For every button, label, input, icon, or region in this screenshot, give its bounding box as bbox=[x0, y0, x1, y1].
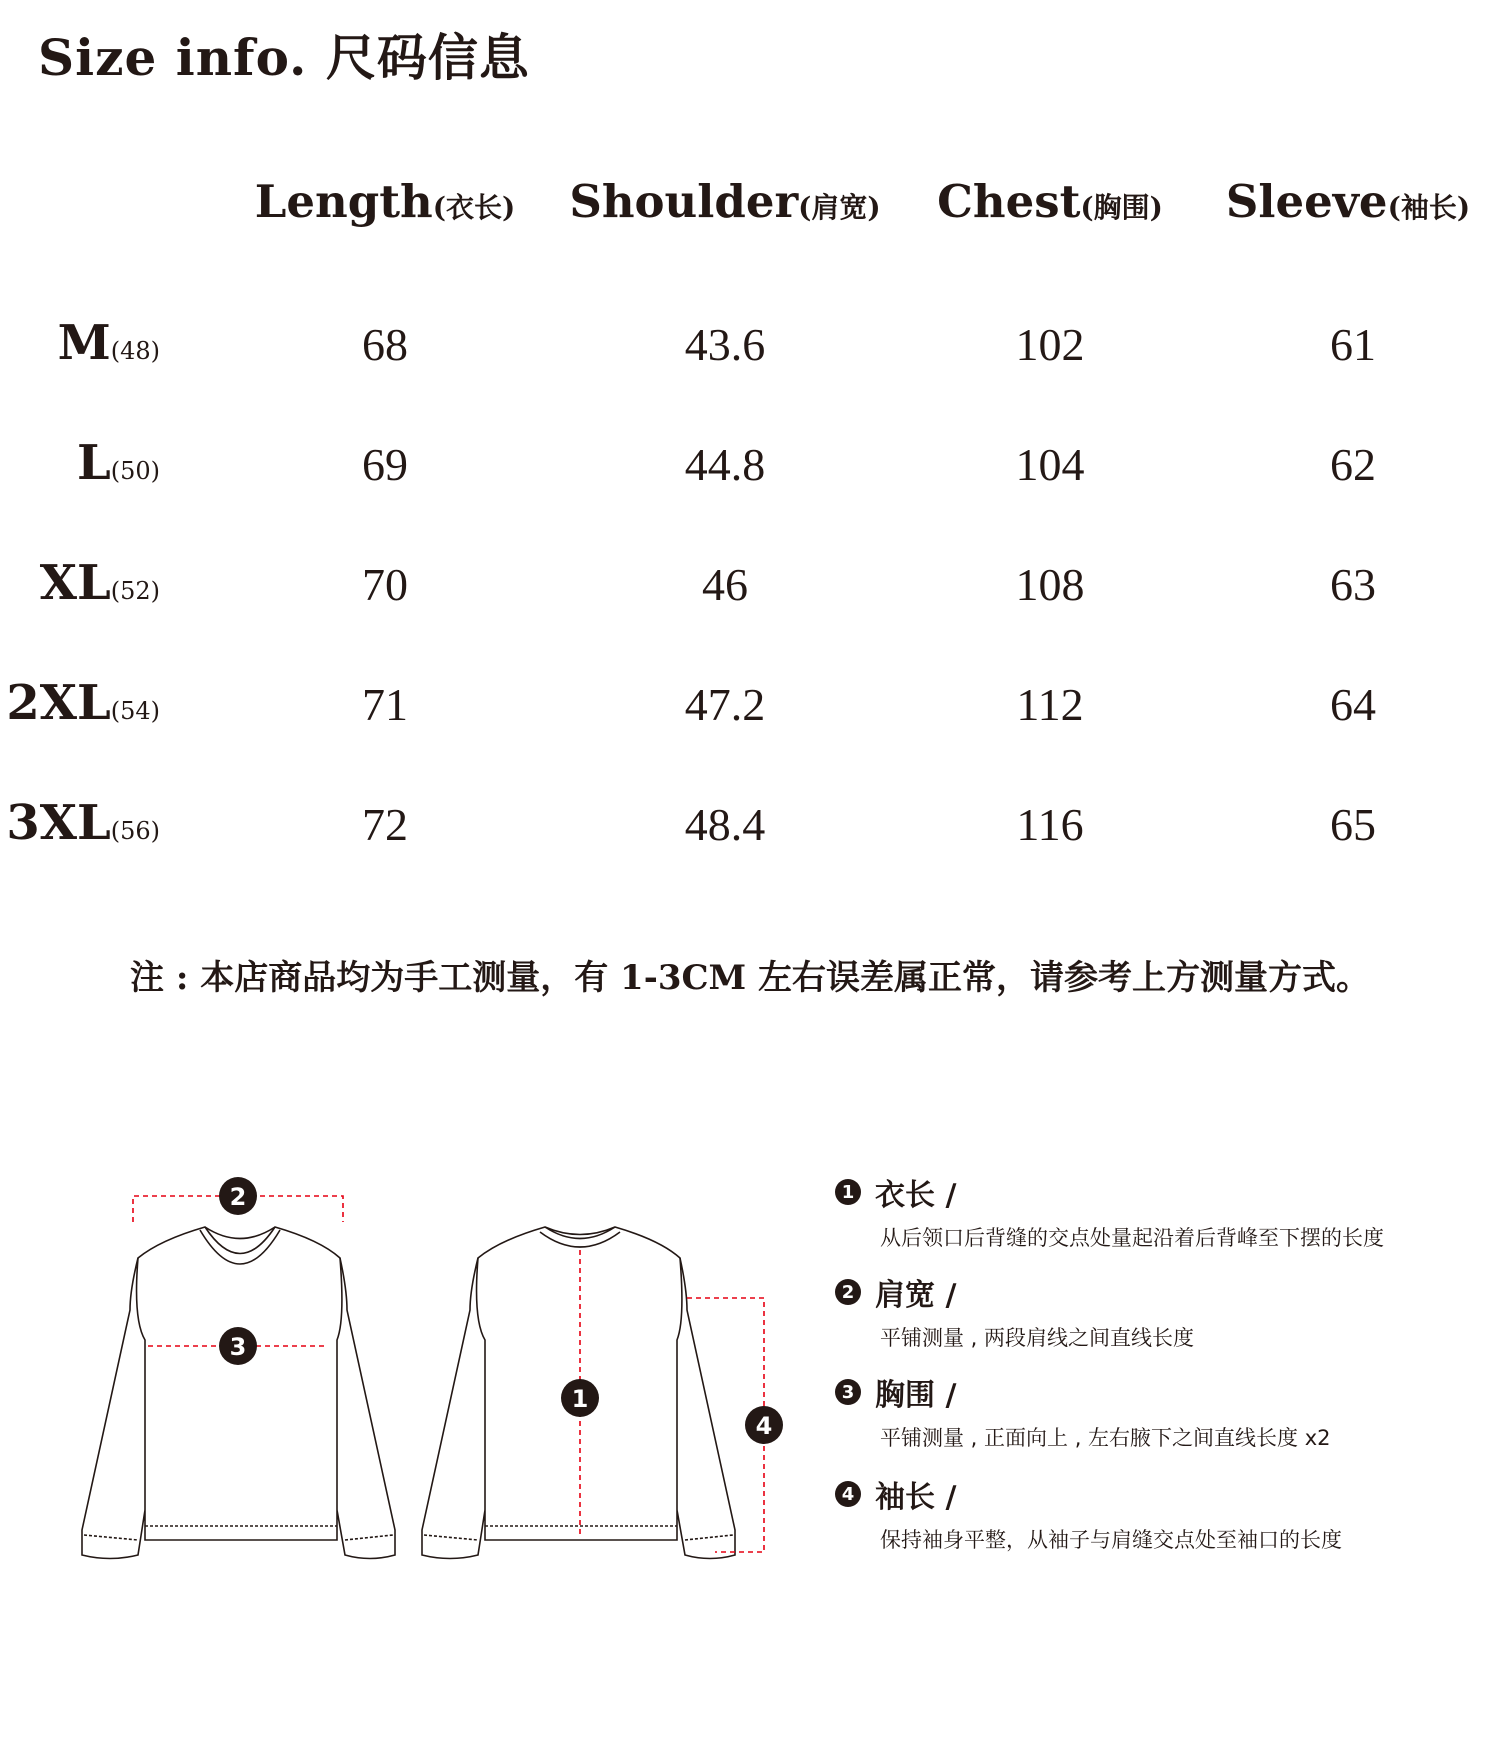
marker-4 bbox=[745, 1406, 783, 1444]
cell-length: 68 bbox=[362, 319, 408, 370]
row-label-l: L(50) bbox=[76, 435, 160, 491]
legend-name: 衣长 / bbox=[875, 1178, 957, 1213]
cell-length: 72 bbox=[362, 799, 408, 850]
svg-text:3: 3 bbox=[229, 1333, 247, 1361]
page-title: Size info. 尺码信息 bbox=[38, 28, 530, 87]
legend-item-length bbox=[835, 1170, 1384, 1252]
front-sweatshirt-drawing bbox=[82, 1227, 395, 1559]
cell-chest: 102 bbox=[1015, 319, 1085, 370]
cell-sleeve: 65 bbox=[1330, 799, 1376, 850]
column-header-length: Length(衣长) bbox=[254, 175, 516, 228]
row-label-m: M(48) bbox=[57, 315, 160, 371]
column-header-chest: Chest(胸围) bbox=[937, 175, 1163, 228]
measurement-note: 注 : 本店商品均为手工测量，有 1-3CM 左右误差属正常，请参考上方测量方式。 bbox=[129, 958, 1371, 998]
legend-item-shoulder bbox=[835, 1270, 1194, 1352]
marker-1 bbox=[561, 1379, 599, 1417]
cell-chest: 116 bbox=[1016, 799, 1084, 850]
cell-sleeve: 61 bbox=[1330, 319, 1376, 370]
marker-2 bbox=[219, 1177, 257, 1215]
cell-shoulder: 47.2 bbox=[684, 679, 766, 730]
column-header-sleeve: Sleeve(袖长) bbox=[1225, 175, 1471, 228]
number-1-icon: 1 bbox=[835, 1179, 861, 1205]
cell-sleeve: 62 bbox=[1330, 439, 1376, 490]
row-label-xl: XL(52) bbox=[39, 555, 160, 611]
legend-description: 保持袖身平整，从袖子与肩缝交点处至袖口的长度 bbox=[880, 1528, 1342, 1552]
cell-shoulder: 43.6 bbox=[684, 319, 766, 370]
cell-shoulder: 46 bbox=[702, 559, 748, 610]
number-2-icon: 2 bbox=[835, 1279, 861, 1305]
cell-sleeve: 63 bbox=[1330, 559, 1376, 610]
legend-name: 袖长 / bbox=[875, 1480, 957, 1515]
garment-diagram bbox=[0, 1150, 800, 1570]
legend-description: 平铺测量 , 正面向上 , 左右腋下之间直线长度 x2 bbox=[880, 1426, 1331, 1450]
svg-text:4: 4 bbox=[755, 1412, 773, 1440]
cell-length: 70 bbox=[362, 559, 408, 610]
marker-3 bbox=[219, 1327, 257, 1365]
cell-chest: 112 bbox=[1016, 679, 1084, 730]
cell-shoulder: 48.4 bbox=[684, 799, 766, 850]
legend-item-sleeve bbox=[835, 1472, 1342, 1554]
legend-name: 胸围 / bbox=[875, 1378, 957, 1413]
svg-text:2: 2 bbox=[229, 1183, 247, 1211]
cell-chest: 104 bbox=[1015, 439, 1085, 490]
row-label-3xl: 3XL(56) bbox=[6, 795, 160, 851]
legend-name: 肩宽 / bbox=[875, 1278, 957, 1313]
cell-length: 71 bbox=[362, 679, 408, 730]
svg-text:1: 1 bbox=[571, 1385, 589, 1413]
cell-length: 69 bbox=[362, 439, 408, 490]
cell-sleeve: 64 bbox=[1330, 679, 1376, 730]
column-header-shoulder: Shoulder(肩宽) bbox=[569, 175, 881, 228]
cell-shoulder: 44.8 bbox=[684, 439, 766, 490]
legend-description: 平铺测量 , 两段肩线之间直线长度 bbox=[880, 1326, 1195, 1350]
legend-item-chest bbox=[835, 1370, 1331, 1452]
number-4-icon: 4 bbox=[835, 1481, 861, 1507]
number-3-icon: 3 bbox=[835, 1379, 861, 1405]
row-label-2xl: 2XL(54) bbox=[6, 675, 160, 731]
legend-description: 从后领口后背缝的交点处量起沿着后背峰至下摆的长度 bbox=[880, 1226, 1384, 1250]
cell-chest: 108 bbox=[1015, 559, 1085, 610]
